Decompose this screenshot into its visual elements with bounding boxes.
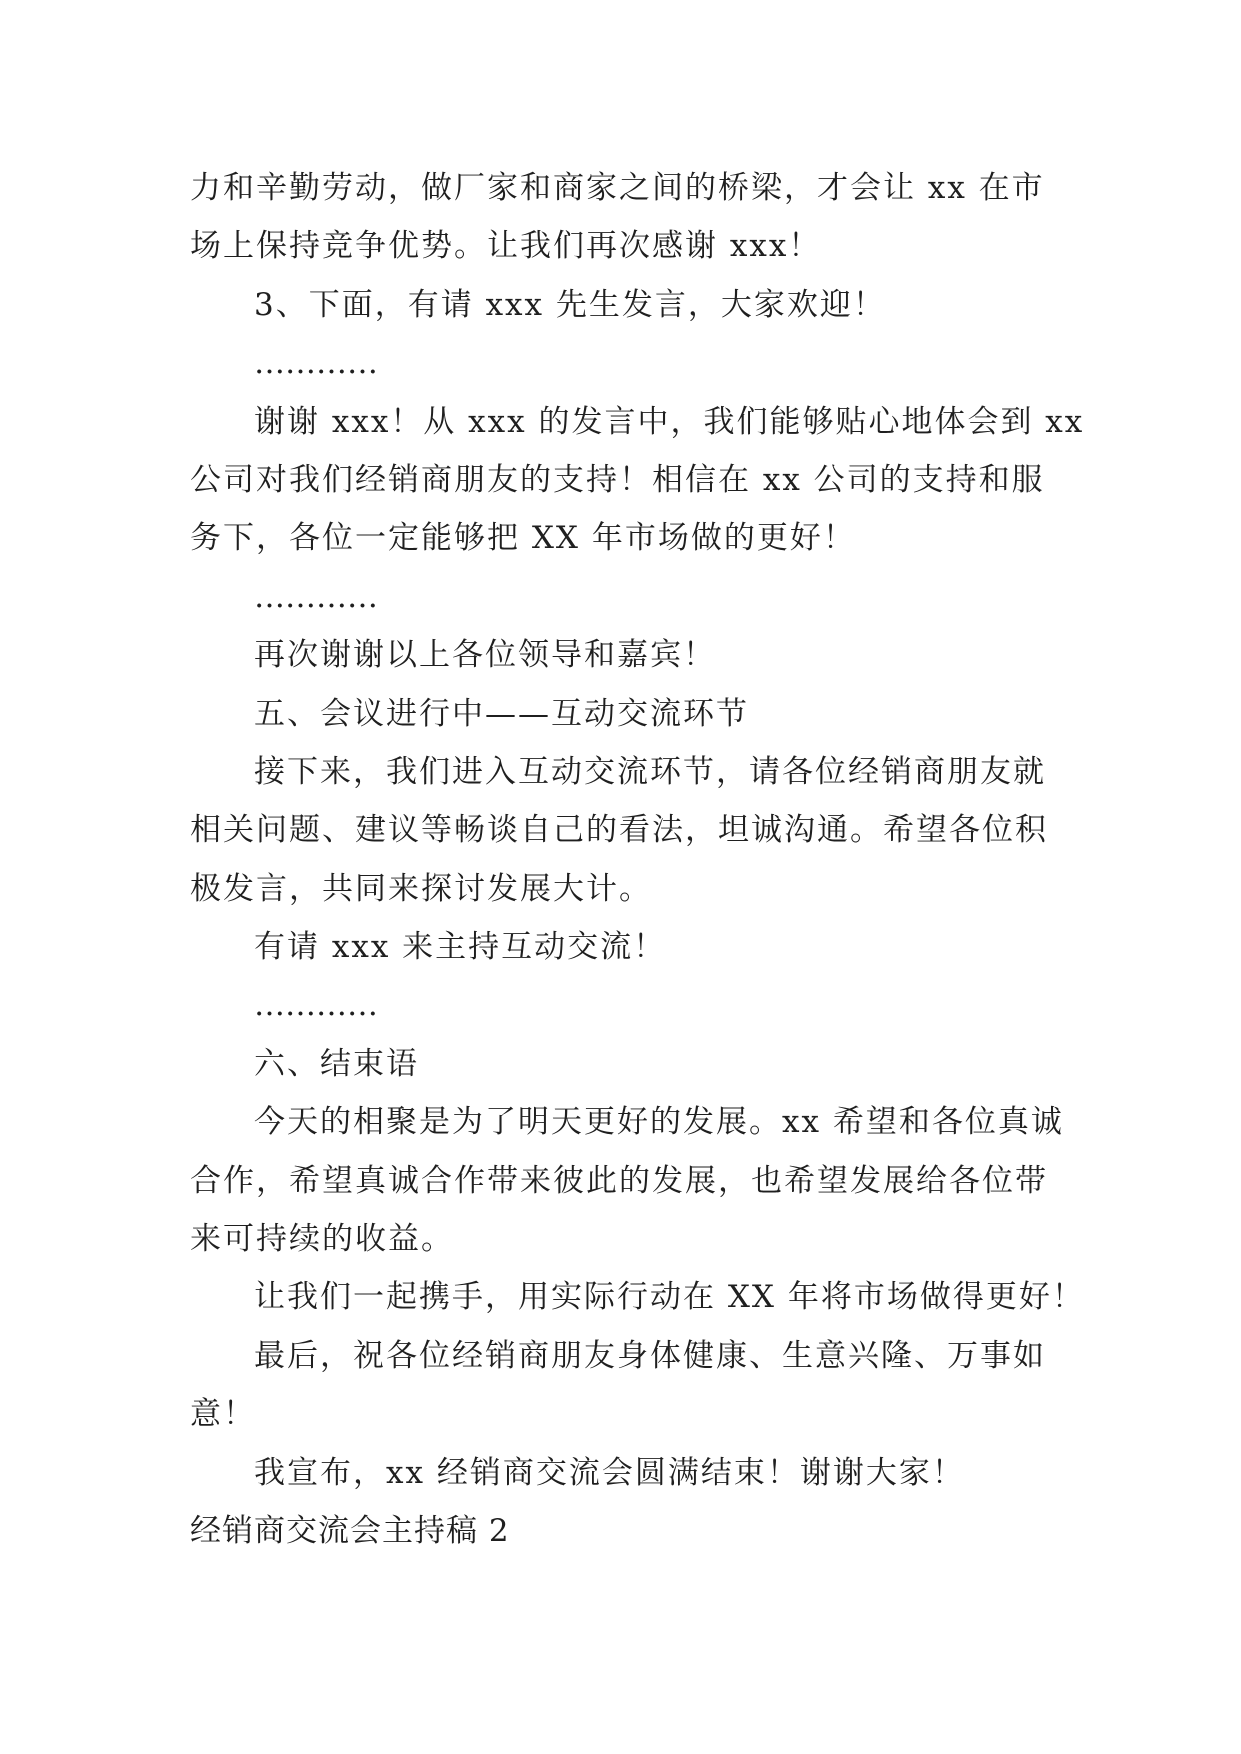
text-line: 相关问题、建议等畅谈自己的看法，坦诚沟通。希望各位积 xyxy=(190,812,1048,849)
ellipsis-line: ………… xyxy=(254,345,378,382)
ellipsis-line: ………… xyxy=(254,987,378,1024)
text-line: 来可持续的收益。 xyxy=(190,1221,454,1258)
section-heading: 五、会议进行中——互动交流环节 xyxy=(254,695,749,732)
text-line: 我宣布，xx 经销商交流会圆满结束！谢谢大家！ xyxy=(254,1454,965,1491)
text-line: 今天的相聚是为了明天更好的发展。xx 希望和各位真诚 xyxy=(254,1104,1064,1141)
document-title: 经销商交流会主持稿 2 xyxy=(190,1512,510,1549)
text-line: 接下来，我们进入互动交流环节，请各位经销商朋友就 xyxy=(254,753,1046,790)
text-line: 让我们一起携手，用实际行动在 XX 年将市场做得更好！ xyxy=(254,1279,1085,1316)
text-line: 场上保持竞争优势。让我们再次感谢 xxx！ xyxy=(190,228,822,265)
text-line: 合作，希望真诚合作带来彼此的发展，也希望发展给各位带 xyxy=(190,1162,1048,1199)
text-line: 最后，祝各位经销商朋友身体健康、生意兴隆、万事如 xyxy=(254,1337,1046,1374)
text-line: 务下，各位一定能够把 XX 年市场做的更好！ xyxy=(190,520,856,557)
ellipsis-line: ………… xyxy=(254,578,378,615)
text-line: 公司对我们经销商朋友的支持！相信在 xx 公司的支持和服 xyxy=(190,461,1045,498)
document-body xyxy=(190,159,1085,1560)
text-line: 3、下面，有请 xxx 先生发言，大家欢迎！ xyxy=(254,286,886,323)
text-line: 力和辛勤劳动，做厂家和商家之间的桥梁，才会让 xx 在市 xyxy=(190,170,1045,206)
text-line: 谢谢 xxx！从 xxx 的发言中，我们能够贴心地体会到 xx xyxy=(254,403,1085,440)
text-line: 再次谢谢以上各位领导和嘉宾！ xyxy=(254,637,716,674)
text-line: 有请 xxx 来主持互动交流！ xyxy=(254,929,667,966)
text-line: 意！ xyxy=(190,1396,256,1433)
text-line: 极发言，共同来探讨发展大计。 xyxy=(190,870,652,907)
section-heading: 六、结束语 xyxy=(254,1045,419,1082)
